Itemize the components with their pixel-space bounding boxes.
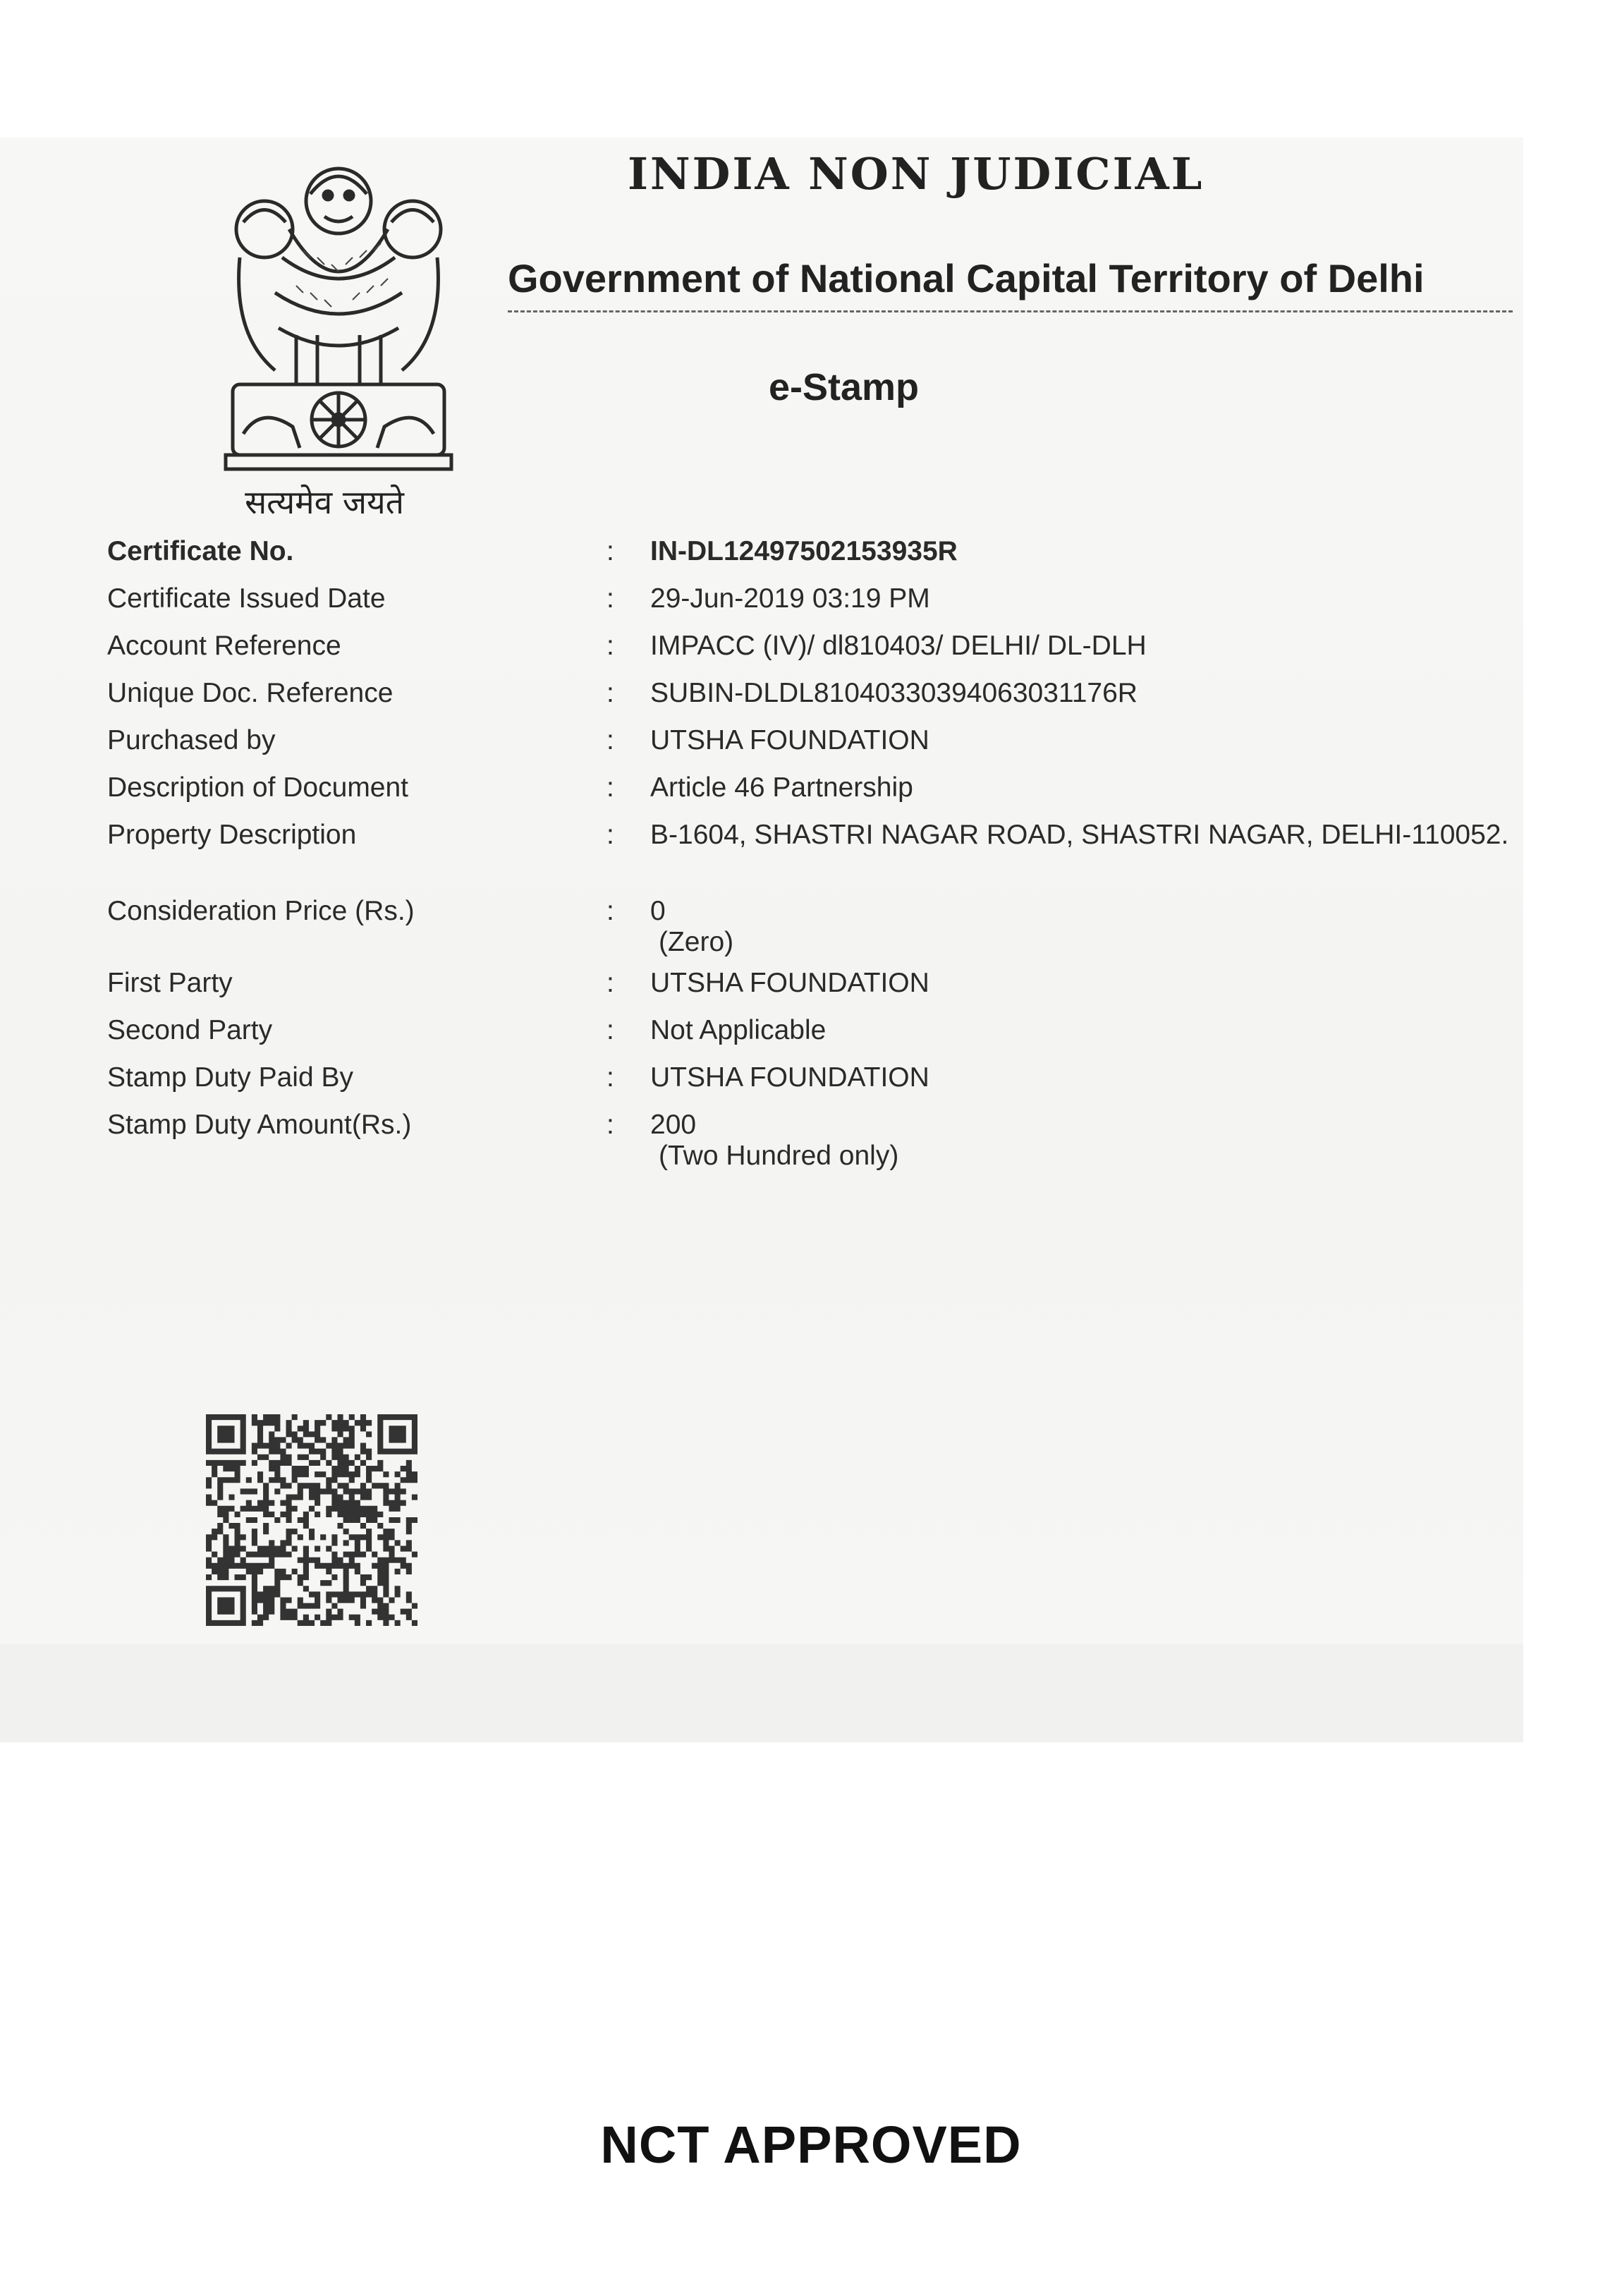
field-separator: : bbox=[606, 631, 614, 661]
field-value-text: IMPACC (IV)/ dl810403/ DELHI/ DL-DLH bbox=[650, 631, 1147, 661]
field-value-text: Not Applicable bbox=[650, 1015, 827, 1045]
field-label: Description of Document bbox=[107, 772, 409, 803]
field-separator: : bbox=[606, 583, 614, 614]
field-value-text: UTSHA FOUNDATION bbox=[650, 968, 929, 998]
national-motto: सत्यमेव जयते bbox=[245, 483, 404, 521]
field-value-text: UTSHA FOUNDATION bbox=[650, 725, 929, 755]
field-label: Stamp Duty Amount(Rs.) bbox=[107, 1110, 412, 1140]
field-separator: : bbox=[606, 820, 614, 850]
field-value bbox=[650, 1015, 1567, 1046]
field-value bbox=[650, 772, 1567, 803]
ashoka-emblem-icon bbox=[212, 152, 465, 490]
field-value bbox=[650, 536, 1567, 567]
header-divider bbox=[508, 310, 1513, 312]
field-label: Account Reference bbox=[107, 631, 341, 661]
qr-modules bbox=[206, 1414, 417, 1626]
field-label: Property Description bbox=[107, 820, 357, 850]
field-separator: : bbox=[606, 725, 614, 755]
field-label: Second Party bbox=[107, 1015, 273, 1045]
field-value bbox=[650, 631, 1567, 662]
field-label: Unique Doc. Reference bbox=[107, 678, 394, 708]
field-value bbox=[650, 820, 1581, 851]
field-separator: : bbox=[606, 678, 614, 708]
issuing-government: Government of National Capital Territory of Delhi bbox=[508, 256, 1425, 300]
field-value-text: SUBIN-DLDL81040330394063031176R bbox=[650, 678, 1138, 708]
field-value-words: (Two Hundred only) bbox=[659, 1141, 899, 1171]
field-value-text: 0 bbox=[650, 896, 666, 926]
field-label: Certificate No. bbox=[107, 536, 294, 566]
field-label: Certificate Issued Date bbox=[107, 583, 386, 614]
field-value-text: 200 bbox=[650, 1110, 697, 1140]
approval-label: NCT APPROVED bbox=[600, 2115, 1022, 2174]
field-label: Stamp Duty Paid By bbox=[107, 1062, 353, 1093]
field-value-text: UTSHA FOUNDATION bbox=[650, 1062, 929, 1093]
field-value bbox=[650, 1110, 1567, 1172]
qr-finder-pattern bbox=[380, 1417, 415, 1452]
field-value bbox=[650, 1062, 1567, 1093]
field-value-text: Article 46 Partnership bbox=[650, 772, 913, 803]
field-value-text: IN-DL12497502153935R bbox=[650, 536, 958, 566]
field-separator: : bbox=[606, 968, 614, 998]
field-value bbox=[650, 725, 1567, 756]
field-separator: : bbox=[606, 536, 614, 566]
field-label: Consideration Price (Rs.) bbox=[107, 896, 415, 926]
field-separator: : bbox=[606, 1110, 614, 1140]
field-value bbox=[650, 896, 1567, 958]
field-value bbox=[650, 968, 1567, 999]
field-value-words: (Zero) bbox=[659, 927, 734, 957]
field-separator: : bbox=[606, 1062, 614, 1093]
field-value bbox=[650, 583, 1567, 614]
field-value-text: B-1604, SHASTRI NAGAR ROAD, SHASTRI NAGAR, DELHI-110052. bbox=[650, 820, 1509, 850]
field-separator: : bbox=[606, 772, 614, 803]
field-value bbox=[650, 678, 1567, 709]
document-type: e-Stamp bbox=[769, 366, 920, 408]
field-value-text: 29-Jun-2019 03:19 PM bbox=[650, 583, 930, 614]
qr-finder-pattern bbox=[209, 1417, 243, 1452]
qr-code-icon bbox=[206, 1414, 417, 1626]
field-separator: : bbox=[606, 1015, 614, 1045]
page-title: INDIA NON JUDICIAL bbox=[628, 148, 1205, 200]
field-label: First Party bbox=[107, 968, 233, 998]
field-separator: : bbox=[606, 896, 614, 926]
field-label: Purchased by bbox=[107, 725, 276, 755]
scan-edge-band bbox=[0, 1644, 1523, 1742]
qr-finder-pattern bbox=[209, 1589, 243, 1623]
